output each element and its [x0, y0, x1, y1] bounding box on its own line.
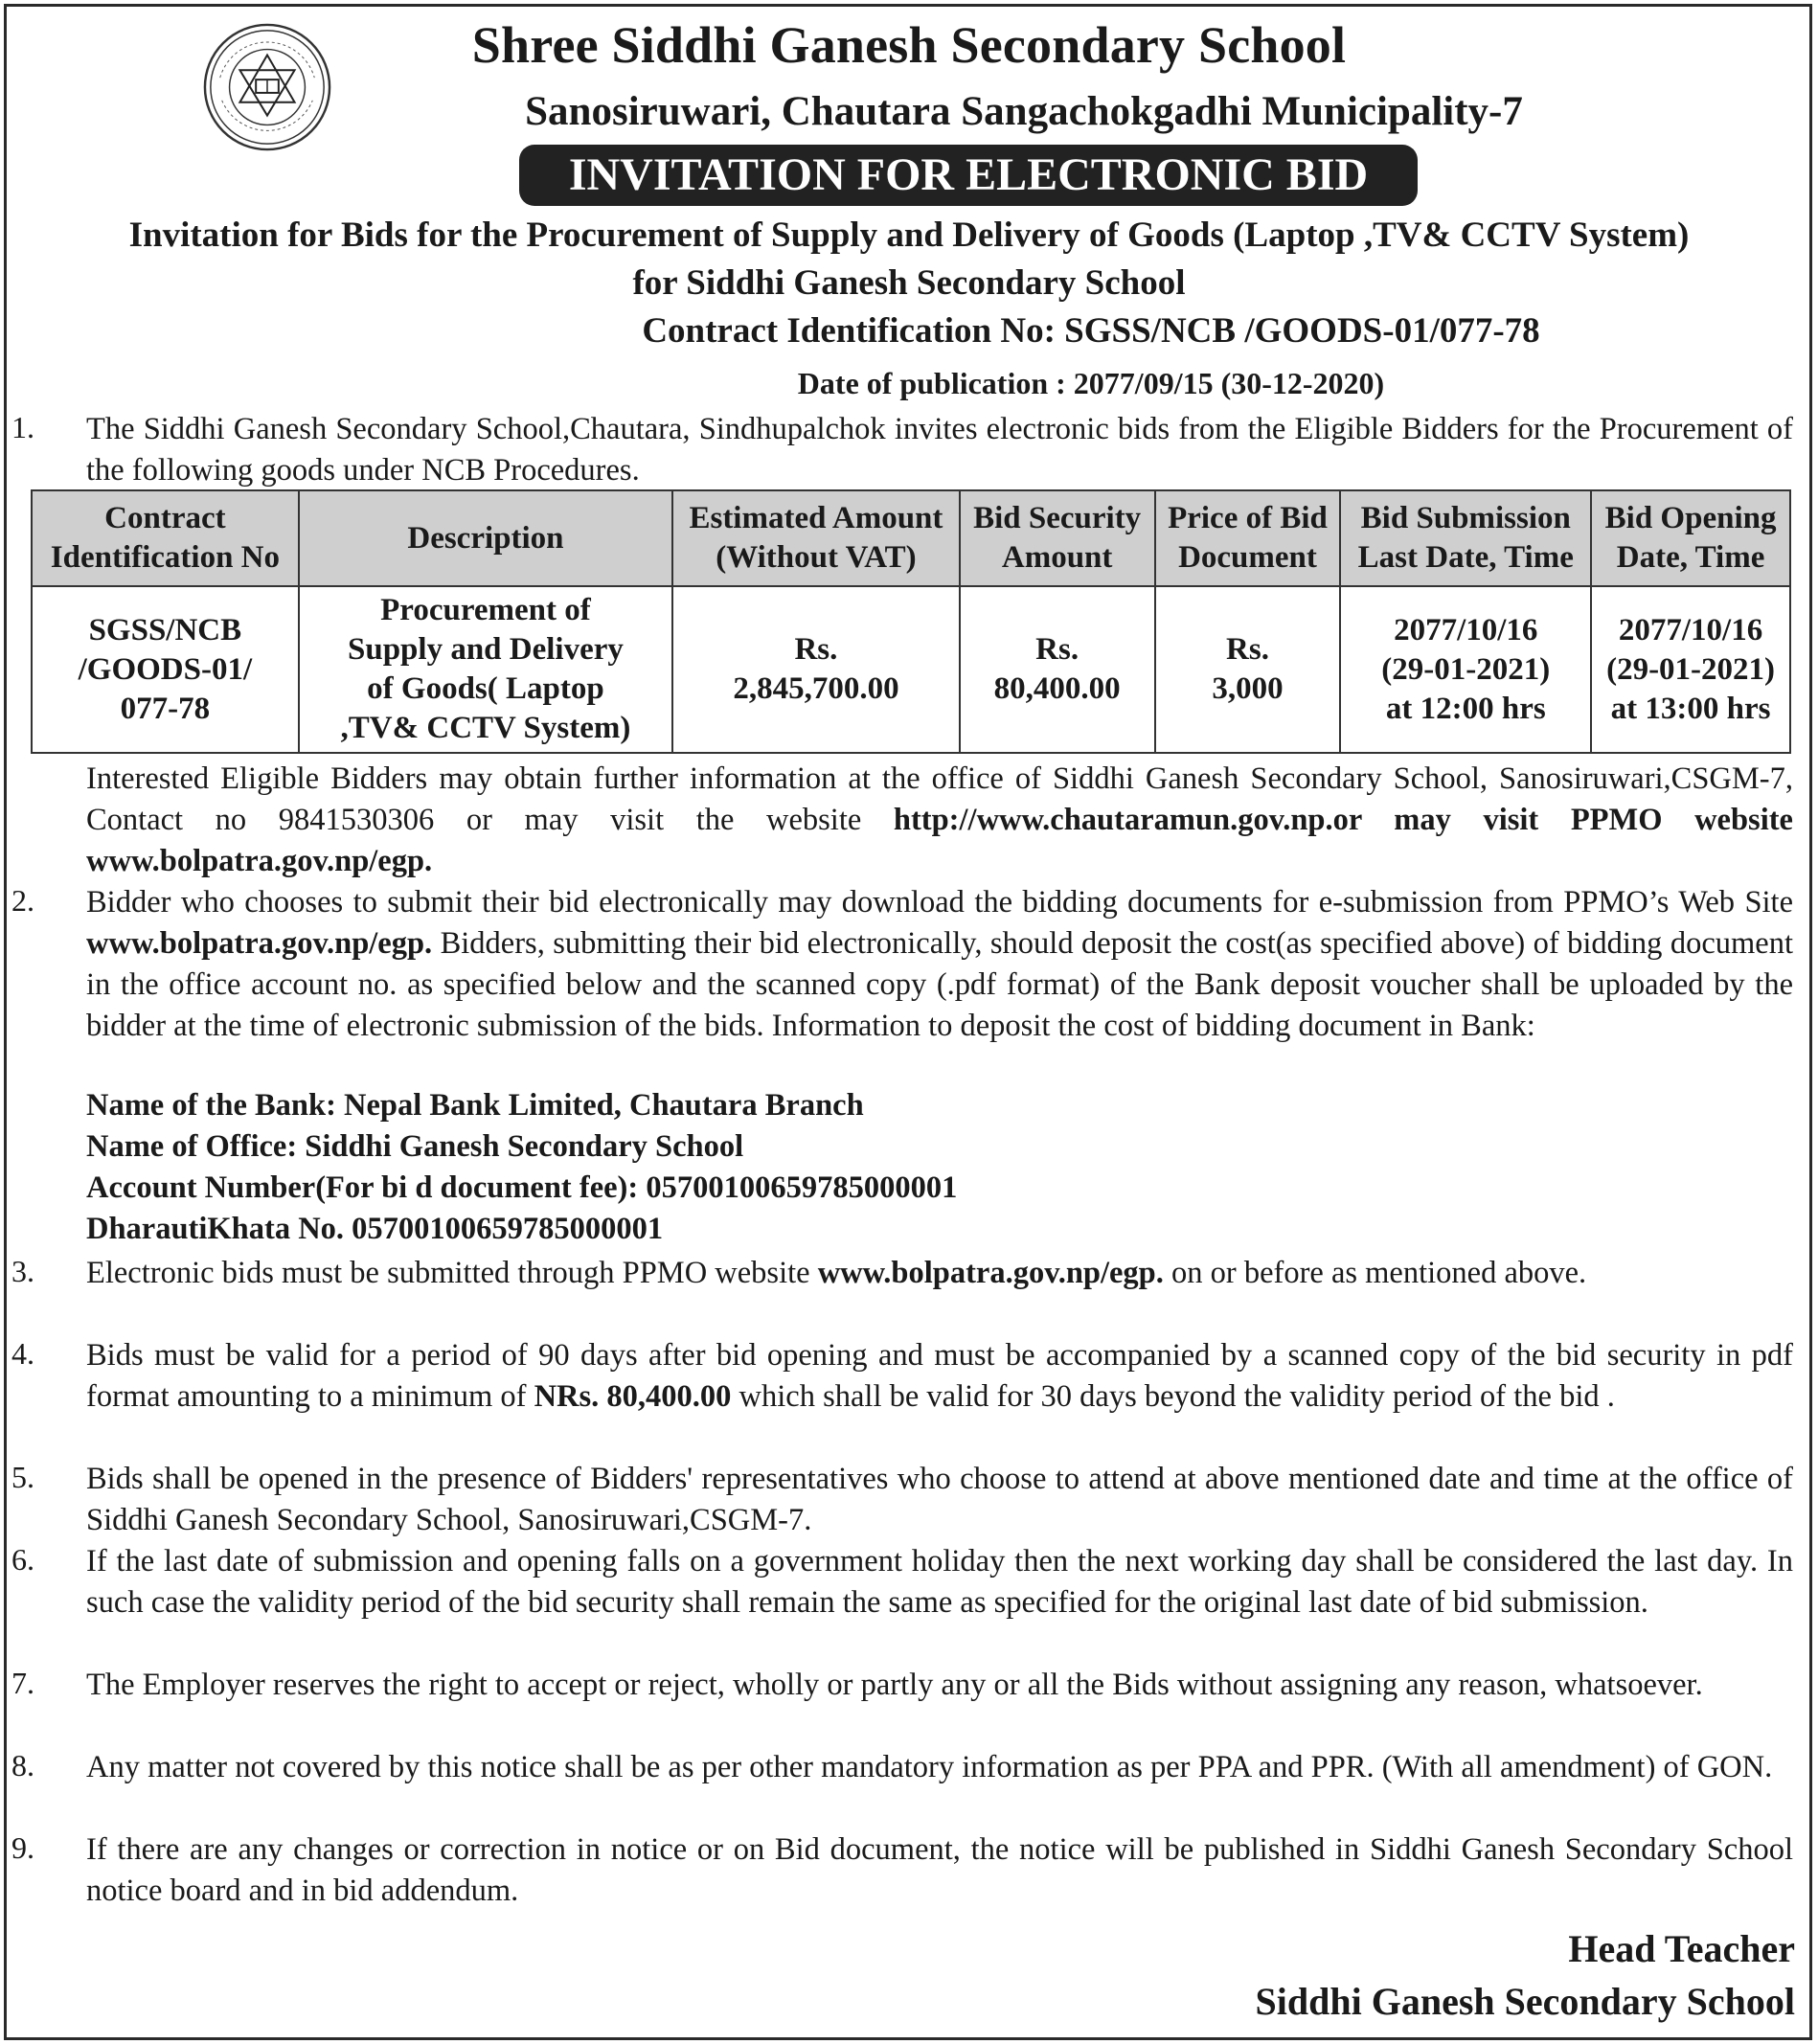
- cell-document-price: Rs. 3,000: [1155, 586, 1341, 753]
- item-number: 2.: [11, 883, 34, 918]
- item-number: 3.: [11, 1254, 34, 1288]
- item-number: 9.: [11, 1830, 34, 1865]
- item-4-text: Bids must be valid for a period of 90 days after bid opening and must be accompanied by a scanned copy of the bid security in pdf format amounting to a minimum of NRs. 80,400.00 which shall be valid for 30 days beyond the validity period of the bid .: [86, 1338, 1793, 1414]
- item-3-text: Electronic bids must be submitted through PPMO website www.bolpatra.gov.np/egp. on or before as mentioned above.: [86, 1256, 1587, 1290]
- item-number: 1.: [11, 410, 34, 444]
- cell-opening-date: 2077/10/16 (29-01-2021) at 13:00 hrs: [1591, 586, 1790, 753]
- table-header-row: [32, 490, 1790, 586]
- dharauti-number: DharautiKhata No. 05700100659785000001: [86, 1212, 664, 1246]
- item-9-text: If there are any changes or correction in notice or on Bid document, the notice will be published in Siddhi Ganesh Secondary School notice board and in bid addendum.: [86, 1832, 1793, 1908]
- item-1-text: The Siddhi Ganesh Secondary School,Chautara, Sindhupalchok invites electronic bids from the Eligible Bidders for the Procurement of the following goods under NCB Procedures.: [86, 412, 1793, 488]
- school-name: Shree Siddhi Ganesh Secondary School: [471, 16, 1347, 74]
- cell-contract-id: SGSS/NCB /GOODS-01/ 077-78: [32, 586, 299, 753]
- item-number: 8.: [11, 1748, 34, 1783]
- bolpatra-link: www.bolpatra.gov.np/egp.: [817, 1256, 1164, 1290]
- signatory-title: Head Teacher: [1568, 1927, 1795, 1970]
- title-line-2: for Siddhi Ganesh Secondary School: [632, 263, 1186, 303]
- item-number: 6.: [11, 1542, 34, 1577]
- item-2-text: Bidder who chooses to submit their bid electronically may download the bidding documents for e-submission from PPMO’s Web Site www.bolpatra.gov.np/egp. Bidders, submitting their bid electronically, should deposit the cost(as specified above) of bidding document in the office account no. as specified below and the scanned copy (.pdf format) of the Bank deposit voucher shall be uploaded by the bidder at the time of electronic submission of the bids. Information to deposit the cost of bidding document in Bank:: [86, 885, 1793, 1043]
- cell-estimated-amount: Rs. 2,845,700.00: [672, 586, 960, 753]
- item-6-text: If the last date of submission and opening falls on a government holiday then the next working day shall be considered the last day. In such case the validity period of the bid security shall remain the same as specified for the original last date of bid submission.: [86, 1544, 1793, 1620]
- col-header-contract-id: Contract Identification No: [32, 490, 299, 586]
- col-header-document-price: Price of Bid Document: [1155, 490, 1341, 586]
- col-header-submission-date: Bid Submission Last Date, Time: [1340, 490, 1591, 586]
- title-line-1: Invitation for Bids for the Procurement of Supply and Delivery of Goods (Laptop ,TV& CCTV System): [128, 216, 1690, 255]
- bolpatra-link: www.bolpatra.gov.np/egp.: [86, 926, 433, 961]
- further-info-text: Interested Eligible Bidders may obtain further information at the office of Siddhi Ganesh Secondary School, Sanosiruwari,CSGM-7, Contact no 9841530306 or may visit the website http://www.chautaramun.gov.np.or may visit PPMO website www.bolpatra.gov.np/egp.: [86, 761, 1793, 878]
- item-number: 7.: [11, 1666, 34, 1700]
- cell-submission-date: 2077/10/16 (29-01-2021) at 12:00 hrs: [1340, 586, 1591, 753]
- office-name: Name of Office: Siddhi Ganesh Secondary School: [86, 1129, 744, 1164]
- col-header-description: Description: [299, 490, 672, 586]
- item-number: 4.: [11, 1336, 34, 1371]
- cell-description: Procurement of Supply and Delivery of Goods( Laptop ,TV& CCTV System): [299, 586, 672, 753]
- col-header-opening-date: Bid Opening Date, Time: [1591, 490, 1790, 586]
- website-links: http://www.chautaramun.gov.np.or may visit PPMO website www.bolpatra.gov.np/egp.: [86, 803, 1793, 878]
- bid-table: [31, 489, 1791, 754]
- school-address: Sanosiruwari, Chautara Sangachokgadhi Municipality-7: [525, 89, 1523, 134]
- publication-date: Date of publication : 2077/09/15 (30-12-2020): [797, 366, 1385, 400]
- col-header-bid-security: Bid Security Amount: [960, 490, 1155, 586]
- item-5-text: Bids shall be opened in the presence of Bidders' representatives who choose to attend at above mentioned date and time at the office of Siddhi Ganesh Secondary School, Sanosiruwari,CSGM-7.: [86, 1462, 1793, 1537]
- table-row: [32, 586, 1790, 753]
- account-number: Account Number(For bi d document fee): 05700100659785000001: [86, 1170, 958, 1205]
- item-8-text: Any matter not covered by this notice shall be as per other mandatory information as per PPA and PPR. (With all amendment) of GON.: [86, 1750, 1773, 1784]
- item-7-text: The Employer reserves the right to accept or reject, wholly or partly any or all the Bids without assigning any reason, whatsoever.: [86, 1668, 1703, 1702]
- contract-id-heading: Contract Identification No: SGSS/NCB /GOODS-01/077-78: [642, 311, 1540, 351]
- notice-banner: INVITATION FOR ELECTRONIC BID: [519, 145, 1418, 206]
- item-number: 5.: [11, 1460, 34, 1494]
- bank-name: Name of the Bank: Nepal Bank Limited, Chautara Branch: [86, 1088, 864, 1123]
- signatory-school: Siddhi Ganesh Secondary School: [1255, 1980, 1795, 2023]
- bid-security-amount: NRs. 80,400.00: [534, 1379, 732, 1414]
- cell-bid-security: Rs. 80,400.00: [960, 586, 1155, 753]
- col-header-estimated-amount: Estimated Amount (Without VAT): [672, 490, 960, 586]
